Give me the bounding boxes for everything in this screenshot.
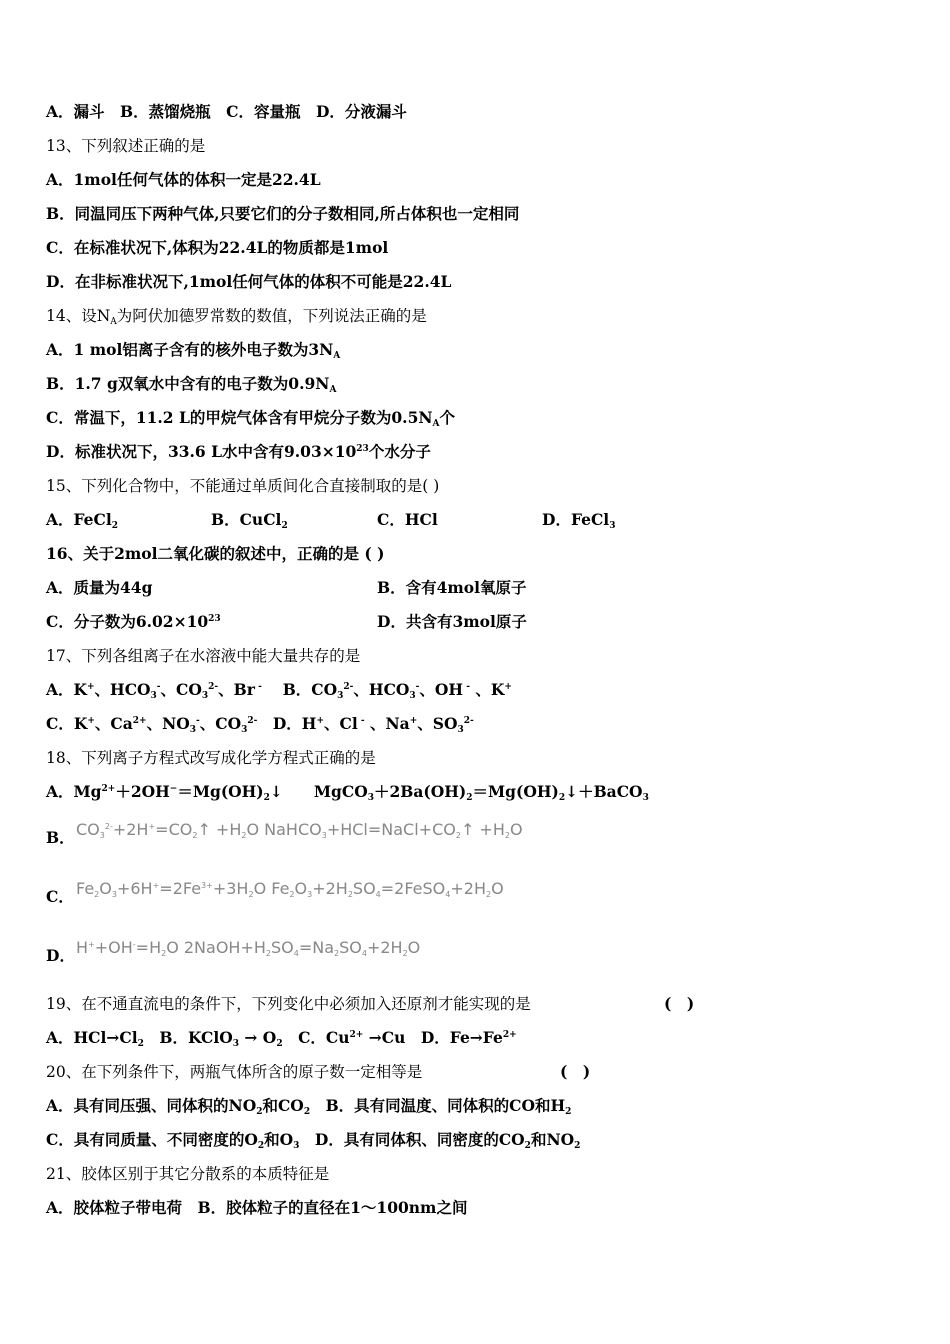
q17-options-ab: A．K+、$HCO_3^-$、$CO_3^{2-}$、Br - B．$CO_3^{2-}$、$HCO_3^-$、OH - 、K+ xyxy=(46,680,512,701)
q20-options-ab: A．具有同压强、同体积的$NO_2$和$CO_2$ B．具有同温度、同体积的CO和$H_2$ xyxy=(46,1096,572,1117)
q14-option-a: A．1 mol铝离子含有的核外电子数为$3N_A$ xyxy=(46,340,341,361)
q21-stem: 21、胶体区别于其它分散系的本质特征是 xyxy=(46,1165,330,1183)
q18-option-a: A．$Mg^{2+}+2OH^-=Mg(OH)_2↓$ $MgCO_3+2Ba(OH)_2=Mg(OH)_2↓+BaCO_3$ xyxy=(46,782,649,803)
q16-row1 xyxy=(46,578,696,598)
q19-options: A．$HCl\to Cl_2$ B．KClO$_3$ → $O_2$ C．$Cu^{2+} \to Cu$ D．$Fe\to Fe^{2+}$ xyxy=(46,1028,517,1049)
q16-stem: 16、关于2mol二氧化碳的叙述中，正确的是 ( ) xyxy=(46,544,385,563)
q13-option-b: B．同温同压下两种气体,只要它们的分子数相同,所占体积也一定相同 xyxy=(46,204,520,223)
q17-options-cd: C．K+、$Ca^{2+}$、$NO_3^-$、$CO_3^{2-}$ D．H+、Cl - 、Na+、$SO_3^{2-}$ xyxy=(46,714,474,735)
q20-options-cd: C．具有同质量、不同密度的$O_2$和$O_3$ D．具有同体积、同密度的$CO_2$和$NO_2$ xyxy=(46,1130,581,1151)
q16-option-d: D．共含有3mol原子 xyxy=(377,612,527,631)
q15-options xyxy=(46,510,696,530)
q13-option-c: C．在标准状况下,体积为22.4L的物质都是1mol xyxy=(46,238,389,257)
q16-option-a: A．质量为44g xyxy=(46,578,153,597)
q12-options: A．漏斗 B．蒸馏烧瓶 C．容量瓶 D．分液漏斗 xyxy=(46,102,407,121)
q20-answer-paren: ( ) xyxy=(560,1062,591,1081)
q18-option-d: D． $H^++OH^-=H_2O$ $2NaOH+H_2SO_4=Na_2SO_4+2H_2O$ xyxy=(46,938,421,965)
q16-option-c: C．分子数为$6.02\times 10^{23}$ xyxy=(46,612,221,631)
q14-stem: 14、设$N_A$为阿伏加德罗常数的数值，下列说法正确的是 xyxy=(46,307,427,327)
q18-b-formula: $CO_3^{2-}+2H^+=CO_2↑ +H_2O$ $NaHCO_3+HCl=NaCl+CO_2↑ +H_2O$ xyxy=(76,820,523,840)
q14-option-d: D．标准状况下，33.6 L水中含有$9.03\times 10^{23}$个水分子 xyxy=(46,442,431,461)
q15-option-d: D．FeCl$_3$ xyxy=(542,510,616,531)
q21-options-ab: A．胶体粒子带电荷 B．胶体粒子的直径在1～100nm之间 xyxy=(46,1198,468,1217)
q13-option-d: D．在非标准状况下,1mol任何气体的体积不可能是22.4L xyxy=(46,272,452,291)
q17-stem: 17、下列各组离子在水溶液中能大量共存的是 xyxy=(46,647,361,665)
q16-row2 xyxy=(46,612,696,632)
q14-option-c: C．常温下，11.2 L的甲烷气体含有甲烷分子数为$0.5N_A$个 xyxy=(46,408,456,429)
q15-option-a: A．FeCl$_2$ xyxy=(46,510,119,531)
q18-option-c: C． $Fe_2O_3+6H^+=2Fe^{3+}+3H_2O$ $Fe_2O_3+2H_2SO_4=2FeSO_4+2H_2O$ xyxy=(46,879,504,906)
q19-answer-paren: ( ) xyxy=(664,994,695,1013)
q16-option-b: B．含有4mol氧原子 xyxy=(377,578,527,597)
q15-stem: 15、下列化合物中，不能通过单质间化合直接制取的是( ) xyxy=(46,477,440,495)
q19-stem: 19、在不通直流电的条件下，下列变化中必须加入还原剂才能实现的是 ( ) xyxy=(46,994,695,1013)
q13-option-a: A．1mol任何气体的体积一定是22.4L xyxy=(46,170,321,189)
q15-option-b: B．CuCl$_2$ xyxy=(211,510,288,531)
q15-option-c: C．HCl xyxy=(377,510,438,529)
q14-option-b: B．1.7 g双氧水中含有的电子数为$0.9N_A$ xyxy=(46,374,337,395)
q13-stem: 13、下列叙述正确的是 xyxy=(46,137,206,155)
q18-d-formula: $H^++OH^-=H_2O$ $2NaOH+H_2SO_4=Na_2SO_4+2H_2O$ xyxy=(76,938,421,958)
q18-stem: 18、下列离子方程式改写成化学方程式正确的是 xyxy=(46,749,376,767)
q20-stem: 20、在下列条件下，两瓶气体所含的原子数一定相等是 ( ) xyxy=(46,1062,591,1081)
q18-c-formula: $Fe_2O_3+6H^+=2Fe^{3+}+3H_2O$ $Fe_2O_3+2H_2SO_4=2FeSO_4+2H_2O$ xyxy=(76,879,504,899)
q18-option-b: B． $CO_3^{2-}+2H^+=CO_2↑ +H_2O$ $NaHCO_3+HCl=NaCl+CO_2↑ +H_2O$ xyxy=(46,820,523,847)
